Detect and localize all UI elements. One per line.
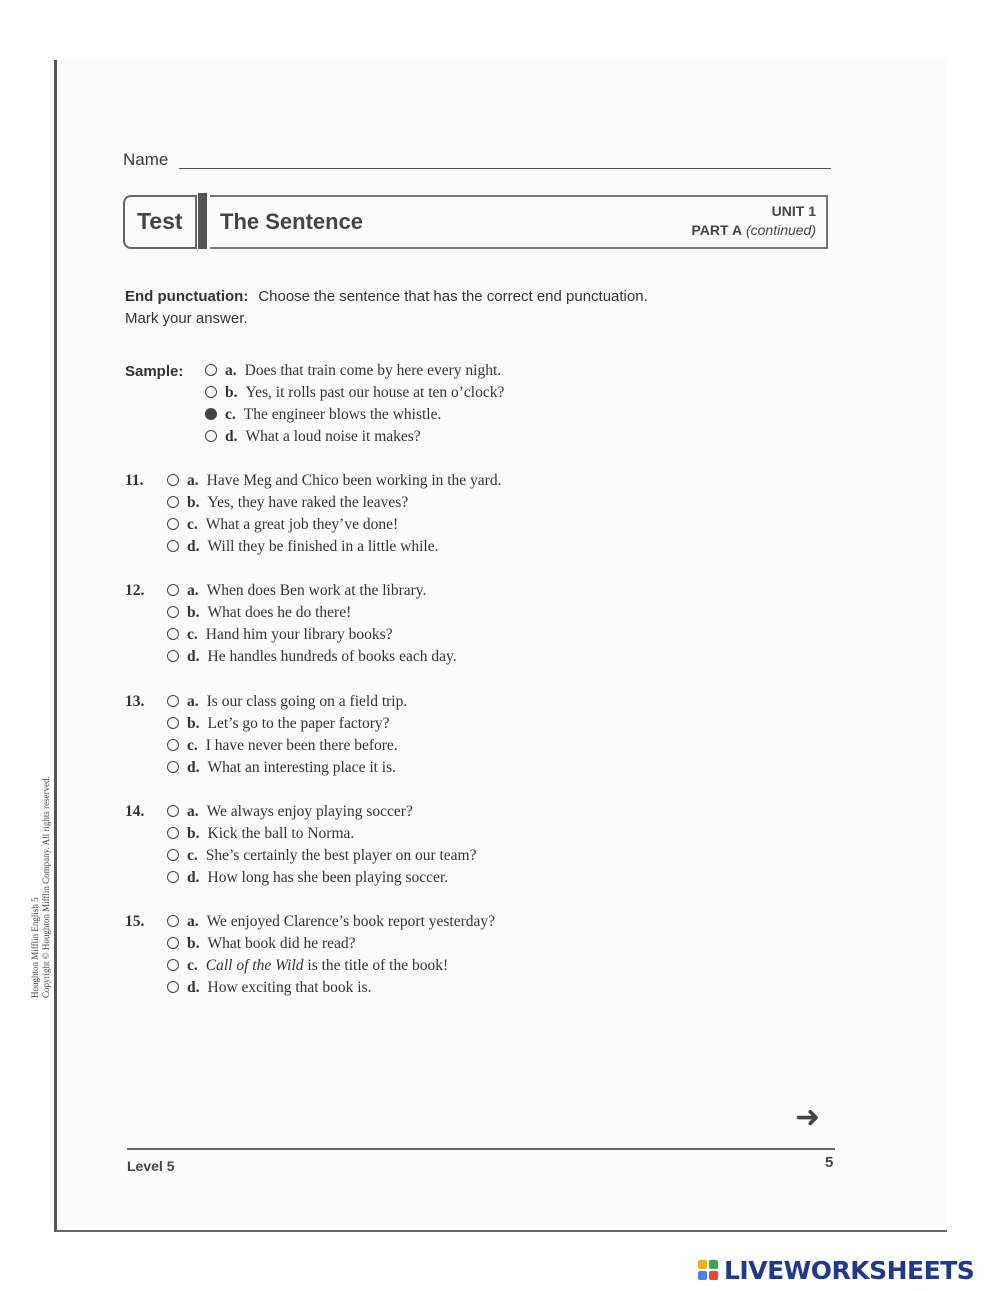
page-title: The Sentence [220, 209, 364, 234]
question-number: 14. [125, 803, 145, 820]
sample-option-b[interactable]: b. Yes, it rolls past our house at ten o’clock? [205, 384, 504, 406]
answer-bubble[interactable] [167, 915, 179, 927]
answer-bubble-filled[interactable] [205, 408, 217, 420]
option-c[interactable]: c. She’s certainly the best player on our team? [167, 847, 477, 869]
name-line [179, 168, 831, 169]
question-number: 12. [125, 582, 145, 599]
answer-bubble[interactable] [167, 739, 179, 751]
option-d[interactable]: d. How exciting that book is. [167, 979, 372, 1001]
name-label: Name [123, 150, 169, 169]
level-label: Level 5 [127, 1158, 175, 1174]
title-main-box [210, 195, 828, 249]
option-a[interactable]: a. Is our class going on a field trip. [167, 693, 407, 715]
answer-bubble[interactable] [167, 540, 179, 552]
title-divider [198, 193, 207, 249]
option-b[interactable]: b. Kick the ball to Norma. [167, 825, 354, 847]
option-c[interactable]: c. Call of the Wild is the title of the book! [167, 957, 448, 979]
option-d[interactable]: d. How long has she been playing soccer. [167, 869, 448, 891]
answer-bubble[interactable] [167, 761, 179, 773]
sample-option-d[interactable]: d. What a loud noise it makes? [205, 428, 421, 450]
option-a[interactable]: a. We enjoyed Clarence’s book report yesterday? [167, 913, 495, 935]
liveworksheets-logo-icon [698, 1260, 718, 1280]
option-c[interactable]: c. What a great job they’ve done! [167, 516, 398, 538]
side-copyright [30, 776, 52, 998]
question-number: 15. [125, 913, 145, 930]
answer-bubble[interactable] [167, 650, 179, 662]
option-b[interactable]: b. What book did he read? [167, 935, 356, 957]
arrow-right-icon[interactable]: ➜ [795, 1101, 821, 1134]
answer-bubble[interactable] [167, 827, 179, 839]
copyright-line2: Copyright © Houghton Mifflin Company. All rights reserved. [41, 776, 51, 998]
instructions [125, 286, 765, 330]
sample-question [125, 362, 685, 452]
option-b[interactable]: b. What does he do there! [167, 604, 351, 626]
brand-text: LIVEWORKSHEETS [724, 1255, 975, 1285]
copyright-line1: Houghton Mifflin English 5 [30, 897, 40, 998]
sample-option-a[interactable]: a. Does that train come by here every night. [205, 362, 501, 384]
question-15 [125, 913, 685, 1003]
question-13 [125, 693, 685, 783]
answer-bubble[interactable] [167, 959, 179, 971]
answer-bubble[interactable] [167, 937, 179, 949]
test-label: Test [137, 208, 183, 234]
question-14 [125, 803, 685, 893]
instructions-line2: Mark your answer. [125, 310, 248, 327]
question-11 [125, 472, 685, 562]
option-c[interactable]: c. Hand him your library books? [167, 626, 393, 648]
unit-label: UNIT 1 [771, 203, 816, 219]
option-d[interactable]: d. Will they be finished in a little while. [167, 538, 438, 560]
part-label: PART A (continued) [691, 222, 816, 238]
answer-bubble[interactable] [167, 717, 179, 729]
answer-bubble[interactable] [167, 584, 179, 596]
answer-bubble[interactable] [205, 364, 217, 376]
option-d[interactable]: d. What an interesting place it is. [167, 759, 396, 781]
option-a[interactable]: a. When does Ben work at the library. [167, 582, 426, 604]
answer-bubble[interactable] [167, 805, 179, 817]
instructions-lead: End punctuation: [125, 288, 249, 305]
answer-bubble[interactable] [205, 386, 217, 398]
question-number: 11. [125, 472, 144, 489]
sample-label: Sample: [125, 363, 184, 380]
worksheet-page [54, 60, 947, 1232]
instructions-line1: Choose the sentence that has the correct end punctuation. [258, 288, 648, 305]
answer-bubble[interactable] [167, 496, 179, 508]
answer-bubble[interactable] [205, 430, 217, 442]
name-row [123, 150, 831, 174]
footer-rule [127, 1148, 835, 1150]
option-d[interactable]: d. He handles hundreds of books each day. [167, 648, 457, 670]
answer-bubble[interactable] [167, 606, 179, 618]
answer-bubble[interactable] [167, 871, 179, 883]
answer-bubble[interactable] [167, 628, 179, 640]
answer-bubble[interactable] [167, 849, 179, 861]
test-title-box [123, 195, 197, 249]
option-c[interactable]: c. I have never been there before. [167, 737, 398, 759]
question-12 [125, 582, 685, 672]
option-a[interactable]: a. We always enjoy playing soccer? [167, 803, 413, 825]
option-a[interactable]: a. Have Meg and Chico been working in the yard. [167, 472, 501, 494]
option-b[interactable]: b. Yes, they have raked the leaves? [167, 494, 408, 516]
question-number: 13. [125, 693, 145, 710]
answer-bubble[interactable] [167, 518, 179, 530]
answer-bubble[interactable] [167, 981, 179, 993]
sample-option-c[interactable]: c. The engineer blows the whistle. [205, 406, 441, 428]
page-number: 5 [825, 1154, 834, 1171]
answer-bubble[interactable] [167, 474, 179, 486]
liveworksheets-brand [698, 1255, 974, 1285]
answer-bubble[interactable] [167, 695, 179, 707]
option-b[interactable]: b. Let’s go to the paper factory? [167, 715, 390, 737]
